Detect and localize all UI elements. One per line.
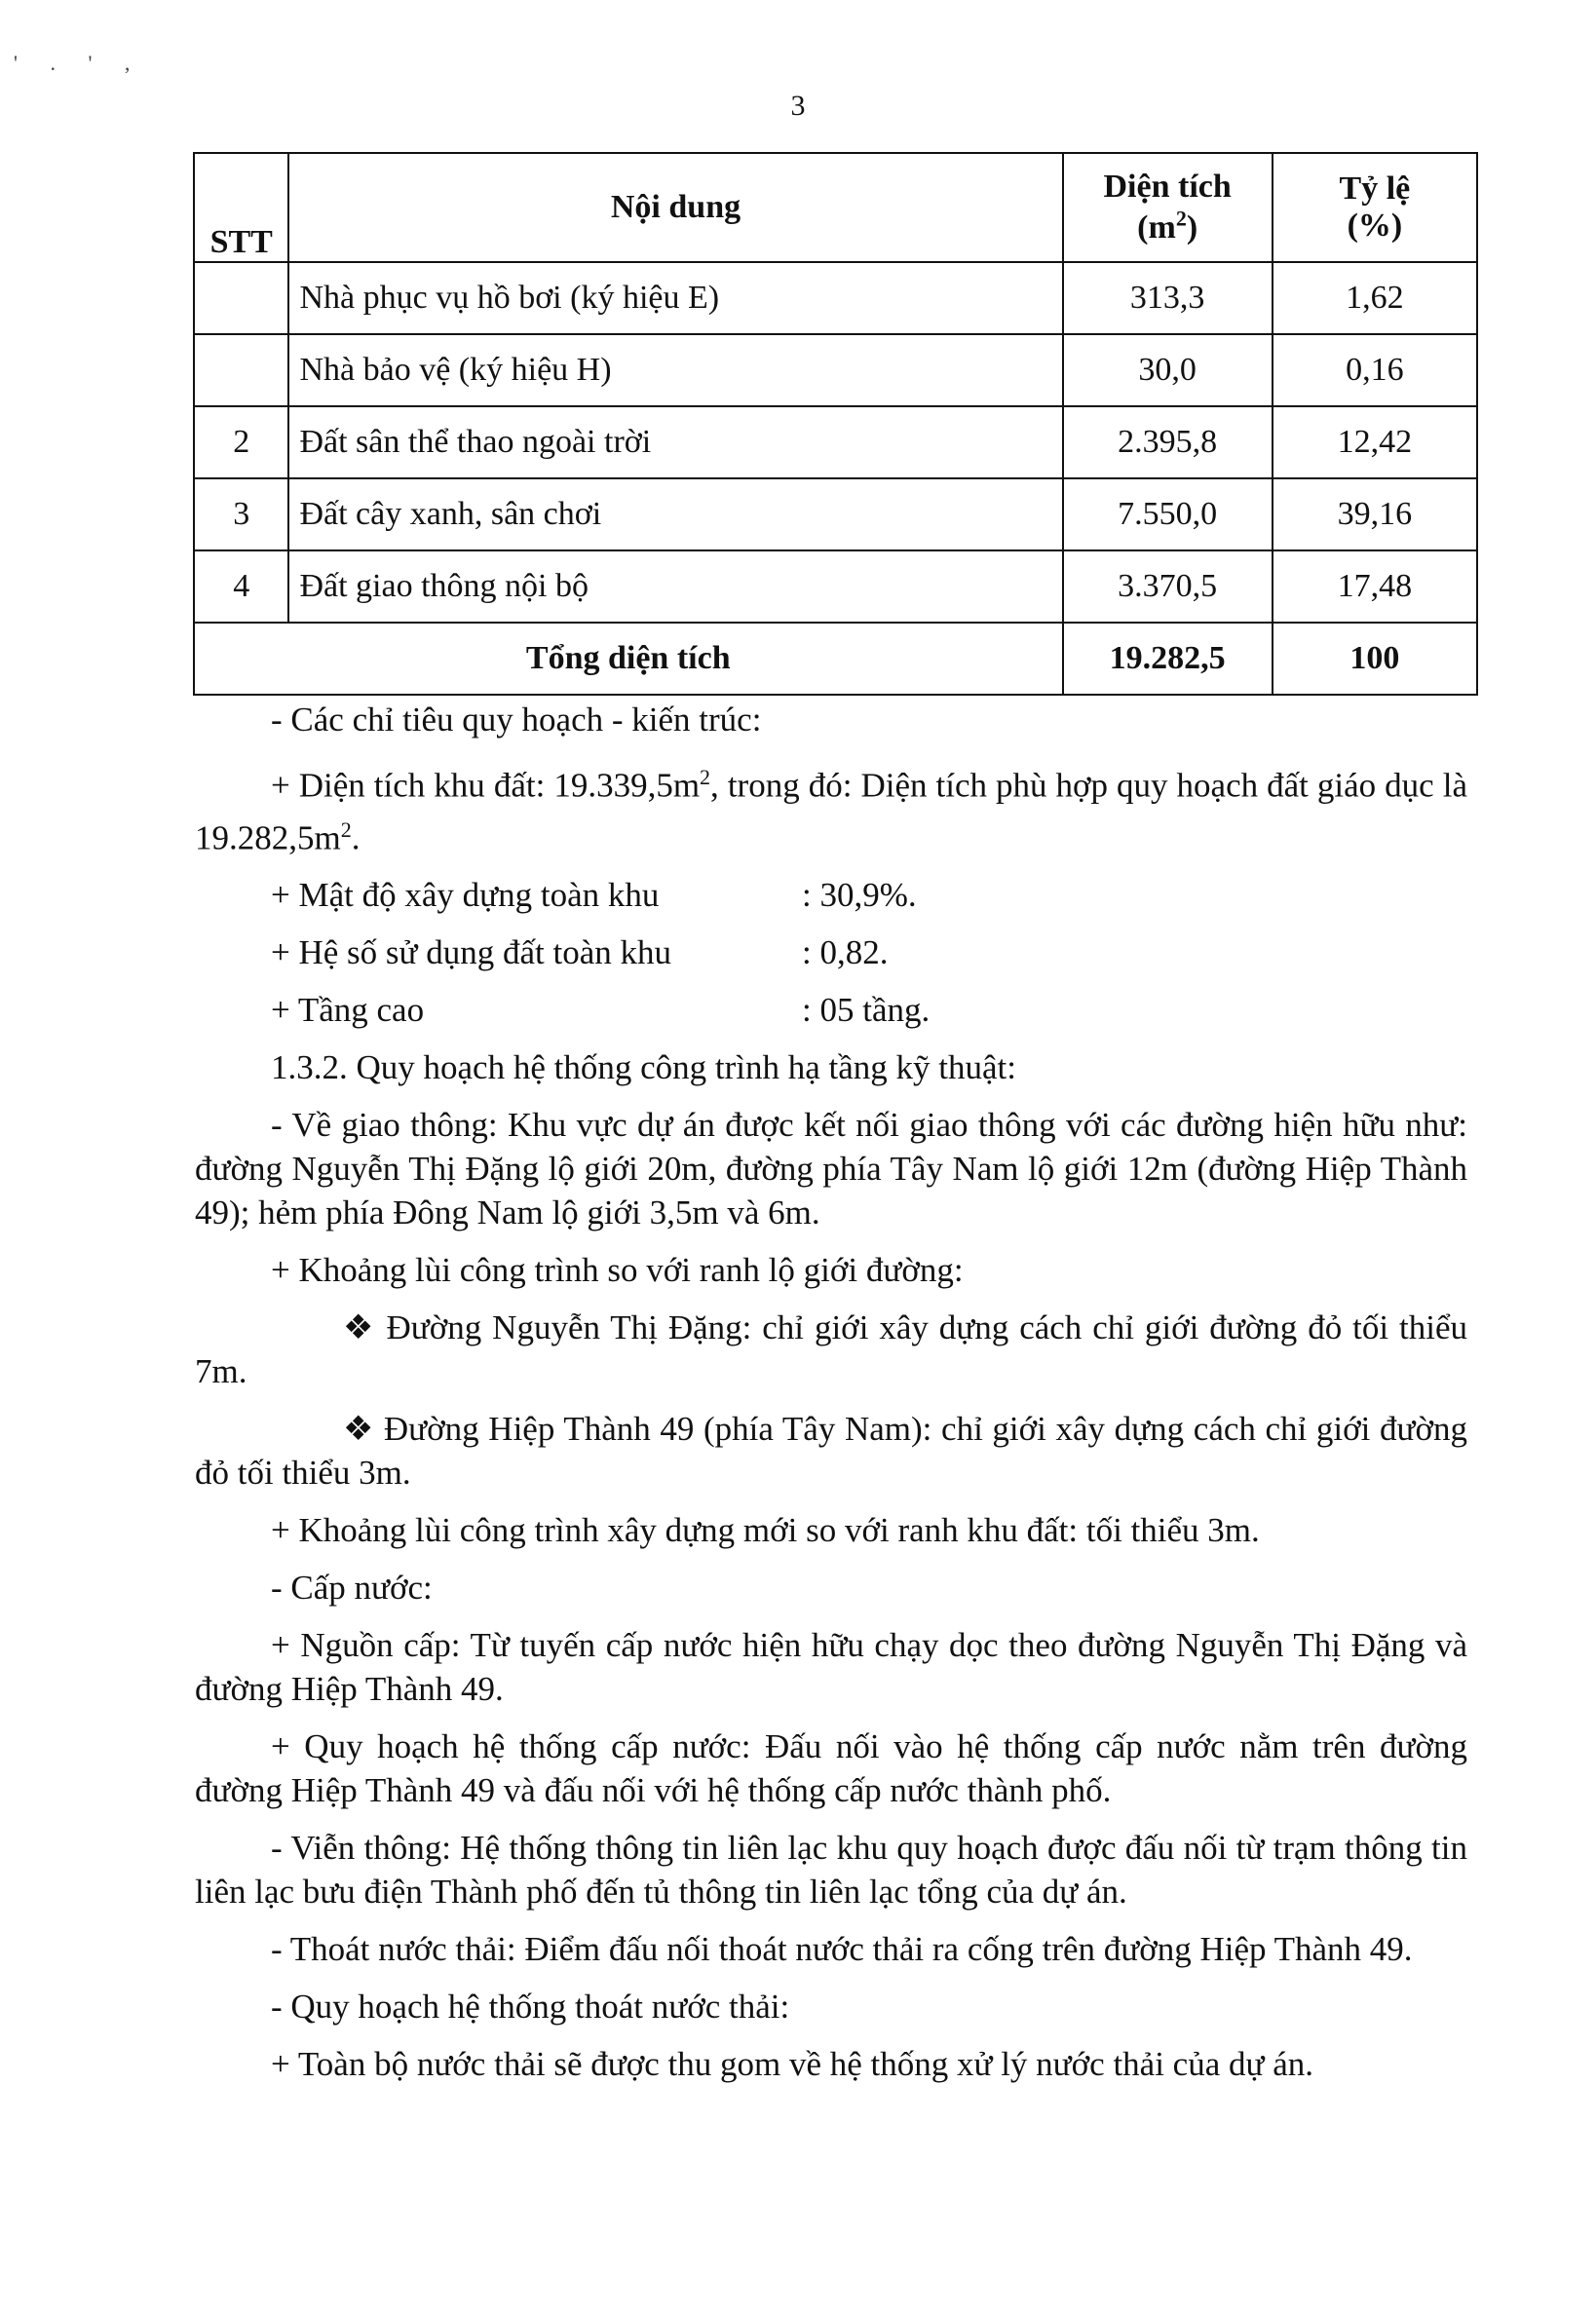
cell-stt [194,334,288,406]
paragraph: + Toàn bộ nước thải sẽ được thu gom về hệ thống xử lý nước thải của dự án. [271,2045,1313,2084]
spec-label: + Tầng cao [271,991,425,1030]
scan-specks: ' . ' , [14,51,144,75]
paragraph: + Khoảng lùi công trình so với ranh lộ giới đường: [271,1251,964,1290]
cell-content: Đất cây xanh, sân chơi [288,478,1062,550]
diamond-bullet-icon: ❖ [343,1410,375,1449]
paragraph: - Cấp nước: [271,1569,433,1608]
cell-ratio: 39,16 [1273,478,1477,550]
paragraph: + Khoảng lùi công trình xây dựng mới so với ranh khu đất: tối thiểu 3m. [271,1511,1260,1550]
paragraph: + Quy hoạch hệ thống cấp nước: Đấu nối vào hệ thống cấp nước nằm trên đường đường Hiệp Thành 49 và đấu nối với hệ thống cấp nước thành phố. [195,1727,1467,1810]
paragraph: + Diện tích khu đất: $19.339,5m^2$, trong đó: Diện tích phù hợp quy hoạch đất giáo dục là $19.282,5m^2$. [195,765,1467,857]
diamond-bullet-icon: ❖ [343,1308,376,1347]
cell-area: 313,3 [1063,262,1273,334]
total-label: Tổng diện tích [194,623,1063,695]
cell-stt [194,262,288,334]
table-header-row [194,153,1477,262]
bullet-item: ❖ Đường Hiệp Thành 49 (phía Tây Nam): chỉ giới xây dựng cách chỉ giới đường đỏ tối thiểu 3m. [195,1410,1467,1493]
cell-ratio: 12,42 [1273,406,1477,478]
spec-value: : 05 tầng. [802,991,931,1030]
spec-label: + Hệ số sử dụng đất toàn khu [271,933,672,972]
header-area [1063,153,1273,262]
cell-content: Đất giao thông nội bộ [288,550,1062,623]
cell-content: Nhà bảo vệ (ký hiệu H) [288,334,1062,406]
cell-area: 30,0 [1063,334,1273,406]
body-text [195,698,1467,2100]
total-ratio: 100 [1273,623,1477,695]
header-ratio [1273,153,1477,262]
paragraph: - Về giao thông: Khu vực dự án được kết nối giao thông với các đường hiện hữu như: đường Nguyễn Thị Đặng lộ giới 20m, đường phía Tây Nam lộ giới 12m (đường Hiệp Thành 49); hẻm phía Đông Nam lộ giới 3,5m và 6m. [195,1106,1467,1232]
paragraph: - Quy hoạch hệ thống thoát nước thải: [271,1988,790,2027]
table-total-row [194,623,1477,695]
header-content: Nội dung [288,153,1062,262]
paragraph: + Nguồn cấp: Từ tuyến cấp nước hiện hữu chạy dọc theo đường Nguyễn Thị Đặng và đường Hiệp Thành 49. [195,1626,1467,1709]
cell-content: Nhà phục vụ hồ bơi (ký hiệu E) [288,262,1062,334]
table-row [194,478,1477,550]
paragraph: - Các chỉ tiêu quy hoạch - kiến trúc: [271,701,762,739]
header-stt: STT [194,153,288,262]
bullet-item: ❖ Đường Nguyễn Thị Đặng: chỉ giới xây dựng cách chỉ giới đường đỏ tối thiểu 7m. [195,1308,1467,1391]
land-area-table [193,152,1478,696]
cell-area: 3.370,5 [1063,550,1273,623]
cell-stt: 2 [194,406,288,478]
table-row [194,406,1477,478]
paragraph: - Thoát nước thải: Điểm đấu nối thoát nước thải ra cống trên đường Hiệp Thành 49. [271,1930,1413,1969]
cell-ratio: 17,48 [1273,550,1477,623]
cell-ratio: 0,16 [1273,334,1477,406]
spec-value: : 0,82. [802,933,889,972]
cell-stt: 4 [194,550,288,623]
header-ratio-unit: (%) [1347,208,1403,244]
spec-row [195,873,1467,917]
total-area: 19.282,5 [1063,623,1273,695]
spec-value: : 30,9%. [802,876,917,915]
table-row [194,334,1477,406]
cell-stt: 3 [194,478,288,550]
paragraph: - Viễn thông: Hệ thống thông tin liên lạc khu quy hoạch được đấu nối từ trạm thông tin liên lạc bưu điện Thành phố đến tủ thông tin liên lạc tổng của dự án. [195,1829,1467,1912]
header-ratio-label: Tỷ lệ [1339,170,1411,207]
table-row [194,262,1477,334]
cell-content: Đất sân thể thao ngoài trời [288,406,1062,478]
table-row [194,550,1477,623]
spec-row [195,988,1467,1032]
header-area-unit: $(m^2)$ [1137,206,1198,246]
spec-row [195,930,1467,974]
cell-area: 7.550,0 [1063,478,1273,550]
spec-label: + Mật độ xây dựng toàn khu [271,876,660,915]
cell-area: 2.395,8 [1063,406,1273,478]
page-number: 3 [790,90,806,122]
section-heading: 1.3.2. Quy hoạch hệ thống công trình hạ tầng kỹ thuật: [271,1048,1016,1087]
header-area-label: Diện tích [1103,169,1232,206]
cell-ratio: 1,62 [1273,262,1477,334]
